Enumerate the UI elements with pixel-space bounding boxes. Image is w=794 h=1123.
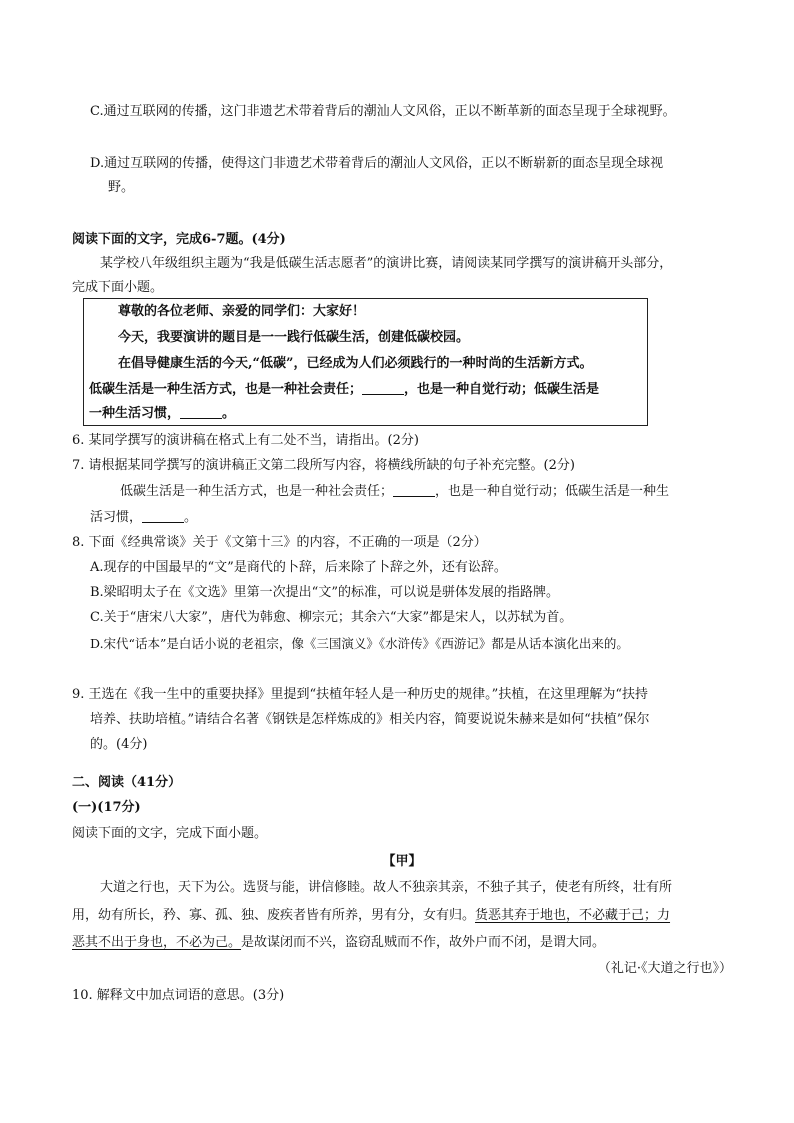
passage-jia-source: （礼记·《大道之行也》）	[597, 961, 732, 976]
speech-blank-2	[180, 404, 222, 419]
subsection-1-heading: (一)(17分)	[72, 800, 141, 815]
question-8-option-a: A.现存的中国最早的“文”是商代的卜辞，后来除了卜辞之外，还有讼辞。	[90, 560, 507, 575]
question-7-fill-line2	[90, 507, 750, 529]
question-7: 7. 请根据某同学撰写的演讲稿正文第二段所写内容，将横线所缺的句子补充完整。(2分)	[72, 458, 575, 473]
passage-jia-line1: 大道之行也，天下为公。选贤与能，讲信修睦。故人不独亲其亲，不独子其子，使老有所终，壮有所	[100, 880, 673, 895]
speech-line5-text-a: 一种生活习惯，	[89, 406, 181, 421]
speech-line4-text-b: ，也是一种自觉行动；低碳生活是	[404, 382, 600, 397]
q7-blank-2	[142, 508, 184, 523]
q7-fill-text-a: 低碳生活是一种生活方式，也是一种社会责任；	[120, 484, 394, 499]
option-5d-line2: 野。	[108, 180, 135, 195]
passage-jia-line2	[72, 905, 732, 927]
section-6-7-intro-line1: 某学校八年级组织主题为“我是低碳生活志愿者”的演讲比赛，请阅读某同学撰写的演讲稿开头部分，	[100, 256, 673, 271]
speech-line4-text-a: 低碳生活是一种生活方式，也是一种社会责任；	[89, 382, 363, 397]
passage-jia-line3	[72, 932, 732, 954]
q7-fill-text-b: ，也是一种自觉行动；低碳生活是一种生	[435, 484, 670, 499]
passage-jia-underlined-1: 货恶其弃于地也，不必藏于己；力	[475, 908, 671, 923]
speech-blank-1	[362, 380, 404, 395]
speech-excerpt-box	[83, 298, 648, 426]
question-10: 10. 解释文中加点词语的意思。(3分)	[72, 988, 285, 1003]
question-9-line2: 培养、扶助培植。”请结合名著《钢铁是怎样炼成的》相关内容，简要说说朱赫来是如何“扶植”保尔	[90, 712, 650, 727]
question-7-fill-line1	[120, 481, 780, 503]
question-6: 6. 某同学撰写的演讲稿在格式上有二处不当，请指出。(2分)	[72, 433, 419, 448]
speech-line4	[89, 379, 599, 401]
question-9-line3: 的。(4分)	[90, 737, 148, 752]
speech-topic: 今天，我要演讲的题目是一一践行低碳生活，创建低碳校园。	[118, 330, 470, 345]
question-8-option-c: C.关于“唐宋八大家”，唐代为韩愈、柳宗元；其余六“大家”都是宋人，以苏轼为首。	[90, 610, 573, 625]
question-8-option-b: B.梁昭明太子在《文选》里第一次提出“文”的标准，可以说是骈体发展的指路牌。	[90, 585, 559, 600]
question-9-line1: 9. 王选在《我一生中的重要抉择》里提到“扶植年轻人是一种历史的规律。”扶植，在这里理解为“扶持	[72, 687, 648, 702]
q7-blank-1	[393, 482, 435, 497]
passage-jia-line3-text: 是故谋闭而不兴，盗窃乱贼而不作，故外户而不闭，是谓大同。	[241, 935, 606, 950]
q7-fill-text-d: 。	[184, 510, 198, 525]
passage-jia-line2-text: 用，幼有所长，矜、寡、孤、独、废疾者皆有所养，男有分，女有归。	[72, 908, 476, 923]
option-5d-line1: D.通过互联网的传播，使得这门非遗艺术带着背后的潮汕人文风俗，正以不断崭新的面态呈现全球视	[90, 156, 664, 171]
section-6-7-intro-line2: 完成下面小题。	[72, 280, 164, 295]
passage-jia-underlined-2: 恶其不出于身也，不必为己。	[72, 935, 242, 950]
passage-jia-title: 【甲】	[382, 854, 422, 869]
speech-line3: 在倡导健康生活的今天,“低碳”，已经成为人们必须践行的一种时尚的生活新方式。	[118, 356, 593, 371]
speech-line5-text-b: 。	[222, 406, 236, 421]
question-8-option-d: D.宋代“话本”是白话小说的老祖宗，像《三国演义》《水浒传》《西游记》都是从话本演化出来的。	[90, 636, 629, 651]
option-5c: C.通过互联网的传播，这门非遗艺术带着背后的潮汕人文风俗，正以不断革新的面态呈现于全球视野。	[90, 104, 676, 119]
q7-fill-text-c: 活习惯，	[90, 510, 143, 525]
section-6-7-heading: 阅读下面的文字，完成6-7题。(4分)	[72, 232, 286, 247]
speech-greeting: 尊敬的各位老师、亲爱的同学们：大家好！	[118, 304, 366, 319]
question-8: 8. 下面《经典常谈》关于《文第十三》的内容，不正确的一项是（2分）	[72, 535, 487, 550]
section-2-heading: 二、阅读（41分）	[72, 775, 182, 790]
speech-line5	[89, 403, 235, 425]
subsection-1-intro: 阅读下面的文字，完成下面小题。	[72, 826, 268, 841]
